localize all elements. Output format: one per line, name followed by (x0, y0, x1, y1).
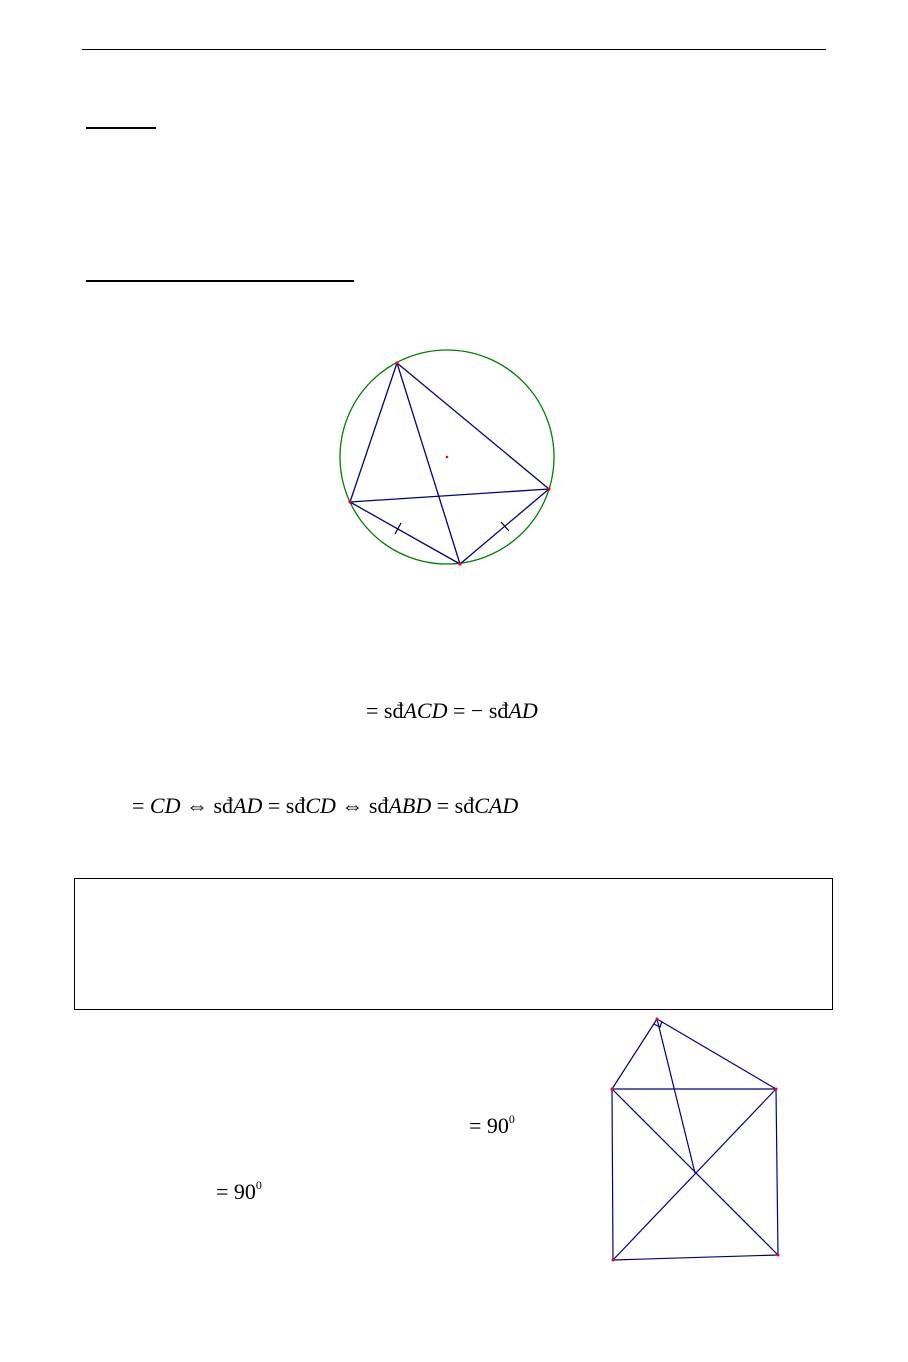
equals-sign: = (469, 1113, 482, 1138)
equals-sign: = (366, 698, 379, 723)
point-d (458, 562, 461, 565)
segment-b-c (350, 489, 549, 502)
math-line-1 (366, 700, 538, 722)
segment-a-c (397, 363, 549, 489)
degree-exponent: 0 (508, 1112, 515, 1126)
degree-exponent: 0 (255, 1178, 262, 1192)
segment-e-o (657, 1019, 695, 1173)
arc-measure-symbol: sđ (285, 793, 306, 818)
point-d2 (612, 1259, 615, 1262)
square-bottom (613, 1255, 778, 1260)
arc-measure-symbol: sđ (213, 793, 234, 818)
square-right (776, 1089, 778, 1255)
arc-cd: CD (305, 793, 336, 818)
segment-a-b (350, 363, 397, 502)
point-b (348, 500, 351, 503)
diagonal-1 (612, 1089, 778, 1255)
center-point (446, 456, 449, 459)
iff-symbol: ⇔ (341, 793, 364, 818)
circle-figure (330, 340, 565, 580)
segment-e-b (657, 1019, 776, 1089)
arc-abd: ABD (388, 793, 432, 818)
equals-sign: = (267, 793, 281, 818)
angle-equation-2 (216, 1174, 262, 1203)
angle-equation-1 (469, 1108, 515, 1137)
equals-minus: = − (452, 698, 484, 723)
section-heading-underline (86, 127, 156, 129)
point-b2 (775, 1088, 778, 1091)
arc-ad: AD (508, 698, 538, 723)
solution-heading-underline (86, 280, 354, 282)
point-c2 (777, 1254, 780, 1257)
equals-sign: = (216, 1179, 229, 1204)
square-left (612, 1089, 613, 1260)
square-figure (600, 1010, 790, 1270)
equals-sign: = (132, 793, 145, 818)
point-e (656, 1018, 659, 1021)
arc-ad: AD (233, 793, 263, 818)
point-a2 (611, 1088, 614, 1091)
arc-measure-symbol: sđ (368, 793, 389, 818)
point-a (395, 361, 398, 364)
math-line-2 (132, 795, 518, 817)
arc-measure-symbol: sđ (488, 698, 509, 723)
arc-acd: ACD (403, 698, 448, 723)
arc-measure-symbol: sđ (454, 793, 475, 818)
iff-symbol: ⇔ (185, 793, 208, 818)
equals-sign: = (436, 793, 450, 818)
angle-value: 90 (233, 1179, 256, 1204)
header-rule (82, 49, 826, 50)
point-c (547, 487, 550, 490)
segment-cd-label: CD (149, 793, 181, 818)
problem-box (74, 878, 833, 1010)
arc-cad: CAD (474, 793, 519, 818)
arc-measure-symbol: sđ (383, 698, 404, 723)
segment-e-a (612, 1019, 657, 1089)
angle-value: 90 (486, 1113, 509, 1138)
